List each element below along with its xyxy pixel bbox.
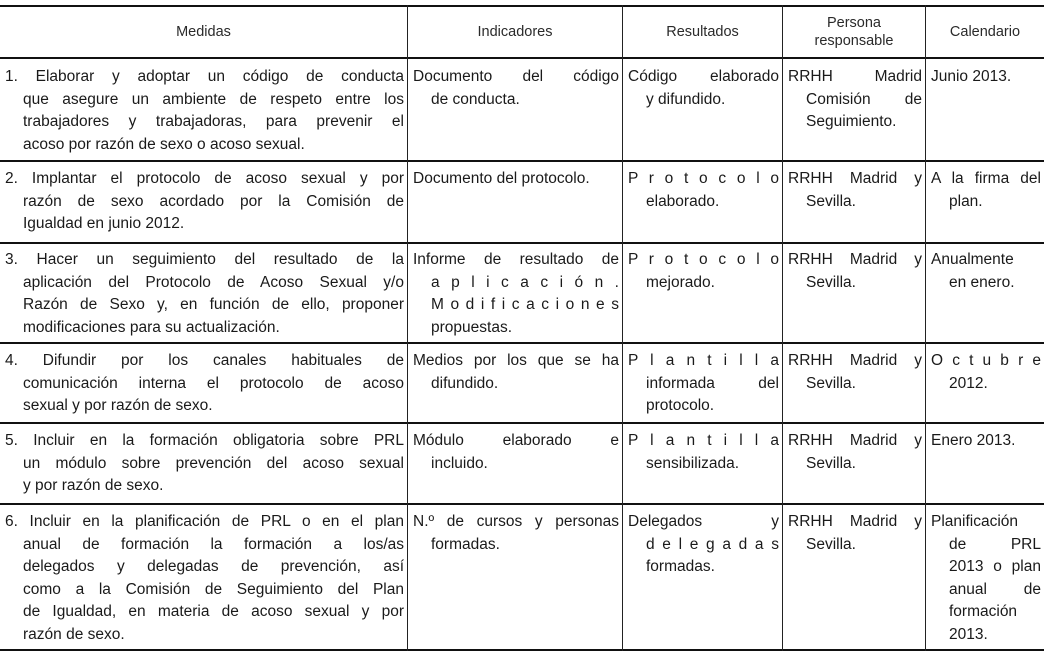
text-line: 2013 o plan <box>949 558 1041 575</box>
text-line: informada del <box>646 374 779 392</box>
text-line: anual de formación la formación a los/as <box>23 535 404 553</box>
header-persona-responsable <box>783 7 925 57</box>
text-line: a p l i c a c i ó n . <box>431 273 619 291</box>
cell-indicador <box>408 430 622 475</box>
text-line: RRHH Madrid <box>788 68 922 85</box>
cell-indicador <box>408 249 622 339</box>
header-persona-line1: Persona <box>826 15 881 31</box>
text-line: RRHH Madrid y <box>788 432 922 449</box>
header-indicadores-label: Indicadores <box>477 24 553 40</box>
cell-indicador <box>408 66 622 111</box>
cell-medida <box>0 350 407 418</box>
row-divider <box>0 342 1044 344</box>
cell-medida <box>0 66 407 156</box>
cell-calendario <box>926 66 1044 89</box>
text-line: modificaciones para su actualización. <box>23 318 280 336</box>
header-bottom-rule <box>0 57 1044 59</box>
text-line: 2. Implantar el protocolo de acoso sexual y por <box>5 170 404 187</box>
cell-calendario <box>926 511 1044 646</box>
header-medidas-label: Medidas <box>176 24 231 40</box>
text-line: 2013. <box>949 625 988 643</box>
text-line: razón de sexo acordado por la Comisión de <box>23 192 404 210</box>
text-line: 4. Difundir por los canales habituales de <box>5 352 404 369</box>
cell-resultado <box>623 511 782 579</box>
row-divider <box>0 503 1044 505</box>
text-line: en enero. <box>949 273 1015 291</box>
header-calendario <box>926 7 1044 57</box>
row-divider <box>0 422 1044 424</box>
cell-indicador <box>408 350 622 395</box>
text-line: Planificación <box>931 513 1019 530</box>
text-line: Delegados y <box>628 513 779 530</box>
text-line: RRHH Madrid y <box>788 513 922 530</box>
text-line: Sevilla. <box>806 535 856 553</box>
text-line: P l a n t i l l a <box>628 352 779 369</box>
text-line: Enero 2013. <box>931 432 1016 449</box>
text-line: Medios por los que se ha <box>413 352 619 369</box>
cell-calendario <box>926 249 1044 294</box>
header-medidas <box>0 7 407 57</box>
text-line: difundido. <box>431 374 499 392</box>
text-line: A la firma del <box>931 170 1041 187</box>
text-line: 3. Hacer un seguimiento del resultado de la <box>5 251 404 268</box>
text-line: RRHH Madrid y <box>788 352 922 369</box>
text-line: P r o t o c o l o <box>628 170 779 187</box>
cell-indicador <box>408 168 622 191</box>
cell-medida <box>0 511 407 646</box>
cell-persona <box>783 511 925 556</box>
cell-medida <box>0 430 407 498</box>
table-bottom-rule <box>0 649 1044 651</box>
text-line: razón de sexo. <box>23 625 125 643</box>
text-line: propuestas. <box>431 318 512 336</box>
text-line: anual de <box>949 580 1041 598</box>
text-line: P r o t o c o l o <box>628 251 779 268</box>
text-line: de conducta. <box>431 90 520 108</box>
text-line: Sevilla. <box>806 273 856 291</box>
text-line: O c t u b r e <box>931 352 1041 369</box>
text-line: Razón de Sexo y, en función de ello, proponer <box>23 296 404 313</box>
text-line: un módulo sobre prevención del acoso sexual <box>23 454 404 472</box>
row-divider <box>0 160 1044 162</box>
text-line: Documento del código <box>413 68 619 85</box>
text-line: y difundido. <box>646 90 726 108</box>
cell-indicador <box>408 511 622 556</box>
text-line: formación <box>949 603 1018 620</box>
text-line: aplicación del Protocolo de Acoso Sexual y/o <box>23 273 404 291</box>
text-line: protocolo. <box>646 397 715 414</box>
text-line: de PRL <box>949 535 1041 553</box>
text-line: Documento del protocolo. <box>413 170 590 187</box>
text-line: formadas. <box>646 558 715 575</box>
cell-calendario <box>926 168 1044 213</box>
cell-resultado <box>623 168 782 213</box>
text-line: Sevilla. <box>806 374 856 392</box>
text-line: formadas. <box>431 535 500 553</box>
cell-persona <box>783 66 925 134</box>
cell-persona <box>783 430 925 475</box>
text-line: y por razón de sexo. <box>23 477 164 494</box>
cell-resultado <box>623 350 782 418</box>
cell-persona <box>783 249 925 294</box>
text-line: 6. Incluir en la planificación de PRL o en el plan <box>5 513 404 530</box>
text-line: Comisión de <box>806 90 922 108</box>
text-line: N.º de cursos y personas <box>413 513 619 530</box>
text-line: Informe de resultado de <box>413 251 619 268</box>
text-line: acoso por razón de sexo o acoso sexual. <box>23 135 305 153</box>
text-line: sexual y por razón de sexo. <box>23 397 213 414</box>
text-line: Sevilla. <box>806 454 856 472</box>
text-line: 1. Elaborar y adoptar un código de conducta <box>5 68 404 85</box>
header-resultados-label: Resultados <box>666 24 739 40</box>
cell-resultado <box>623 430 782 475</box>
text-line: RRHH Madrid y <box>788 251 922 268</box>
text-line: Módulo elaborado e <box>413 432 619 449</box>
header-persona-line2: responsable <box>814 33 894 49</box>
text-line: mejorado. <box>646 273 715 291</box>
cell-resultado <box>623 66 782 111</box>
text-line: de Igualdad, en materia de acoso sexual y por <box>23 603 404 620</box>
text-line: Sevilla. <box>806 192 856 210</box>
text-line: que asegure un ambiente de respeto entre los <box>23 90 404 108</box>
cell-calendario <box>926 350 1044 395</box>
text-line: Código elaborado <box>628 68 779 85</box>
text-line: sensibilizada. <box>646 454 740 472</box>
text-line: Junio 2013. <box>931 68 1012 85</box>
text-line: d e l e g a d a s <box>646 535 779 553</box>
cell-medida <box>0 168 407 236</box>
cell-resultado <box>623 249 782 294</box>
text-line: Anualmente <box>931 251 1014 268</box>
header-calendario-label: Calendario <box>949 24 1021 40</box>
text-line: comunicación interna el protocolo de acoso <box>23 374 404 392</box>
text-line: plan. <box>949 192 983 210</box>
header-resultados <box>623 7 782 57</box>
text-line: Seguimiento. <box>806 113 897 130</box>
cell-persona <box>783 168 925 213</box>
text-line: incluido. <box>431 454 488 472</box>
row-divider <box>0 242 1044 244</box>
text-line: RRHH Madrid y <box>788 170 922 187</box>
cell-calendario <box>926 430 1044 453</box>
text-line: delegados y delegadas de prevención, así <box>23 558 404 575</box>
cell-medida <box>0 249 407 339</box>
text-line: 5. Incluir en la formación obligatoria sobre PRL <box>5 432 404 449</box>
text-line: trabajadores y trabajadoras, para prevenir el <box>23 113 404 130</box>
text-line: Igualdad en junio 2012. <box>23 215 185 232</box>
text-line: 2012. <box>949 374 988 392</box>
header-indicadores <box>408 7 622 57</box>
cell-persona <box>783 350 925 395</box>
text-line: P l a n t i l l a <box>628 432 779 449</box>
text-line: M o d i f i c a c i o n e s <box>431 296 619 313</box>
text-line: elaborado. <box>646 192 720 210</box>
text-line: como a la Comisión de Seguimiento del Plan <box>23 580 404 598</box>
